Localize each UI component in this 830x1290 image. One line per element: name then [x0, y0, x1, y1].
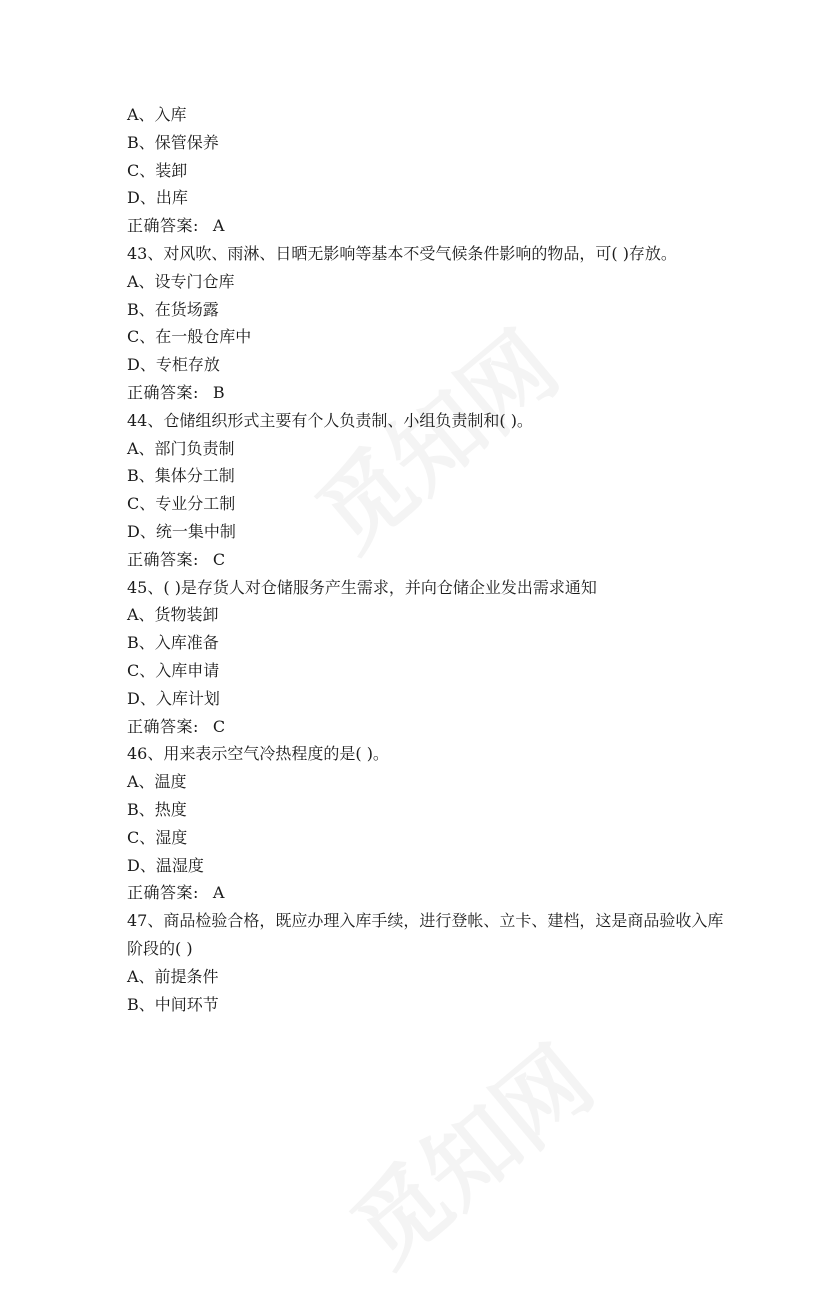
answer-label: 正确答案:	[127, 883, 199, 903]
option-d: D、专柜存放	[127, 355, 220, 375]
question-block	[127, 101, 727, 240]
correct-answer	[127, 379, 727, 407]
option-a: A、设专门仓库	[127, 271, 235, 291]
question-text: 47、商品检验合格，既应办理入库手续，进行登帐、立卡、建档，这是商品验收入库阶段的( )	[127, 911, 724, 958]
option-a: A、入库	[127, 105, 187, 124]
question-list	[127, 101, 727, 1018]
correct-answer	[127, 546, 727, 574]
question-text: 43、对风吹、雨淋、日晒无影响等基本不受气候条件影响的物品，可( )存放。	[127, 243, 677, 263]
option-b: B、保管保养	[127, 132, 219, 152]
question-block	[127, 574, 727, 741]
option-c: C、专业分工制	[127, 494, 236, 514]
option-d: D、温湿度	[127, 855, 204, 875]
answer-value: B	[212, 382, 225, 402]
answer-label: 正确答案:	[127, 549, 199, 569]
option-c: C、在一般仓库中	[127, 327, 252, 347]
answer-label: 正确答案:	[127, 716, 199, 736]
question-block	[127, 240, 727, 407]
option-b: B、集体分工制	[127, 466, 235, 486]
answer-value: A	[212, 216, 225, 236]
correct-answer	[127, 879, 727, 907]
option-b: B、入库准备	[127, 633, 219, 653]
option-c: C、装卸	[127, 160, 188, 180]
option-a: A、前提条件	[127, 966, 219, 986]
option-c: C、湿度	[127, 827, 188, 847]
question-block	[127, 407, 727, 574]
option-a: A、温度	[127, 772, 187, 792]
answer-value: A	[212, 883, 225, 903]
correct-answer	[127, 212, 727, 240]
option-b: B、中间环节	[127, 994, 219, 1014]
option-d: D、入库计划	[127, 688, 220, 708]
question-text: 46、用来表示空气冷热程度的是( )。	[127, 744, 389, 764]
option-a: A、货物装卸	[127, 605, 219, 625]
answer-label: 正确答案:	[127, 382, 199, 402]
option-b: B、热度	[127, 799, 187, 819]
question-text: 45、( )是存货人对仓储服务产生需求，并向仓储企业发出需求通知	[127, 577, 597, 597]
option-d: D、出库	[127, 188, 188, 208]
question-text: 44、仓储组织形式主要有个人负责制、小组负责制和( )。	[127, 410, 533, 430]
option-b: B、在货场露	[127, 299, 219, 319]
question-block	[127, 907, 727, 1018]
option-a: A、部门负责制	[127, 438, 235, 458]
option-d: D、统一集中制	[127, 521, 236, 541]
answer-label: 正确答案:	[127, 216, 199, 236]
option-c: C、入库申请	[127, 660, 220, 680]
correct-answer	[127, 713, 727, 741]
question-block	[127, 740, 727, 907]
watermark	[320, 1012, 616, 1290]
answer-value: C	[212, 549, 226, 569]
answer-value: C	[212, 716, 226, 736]
